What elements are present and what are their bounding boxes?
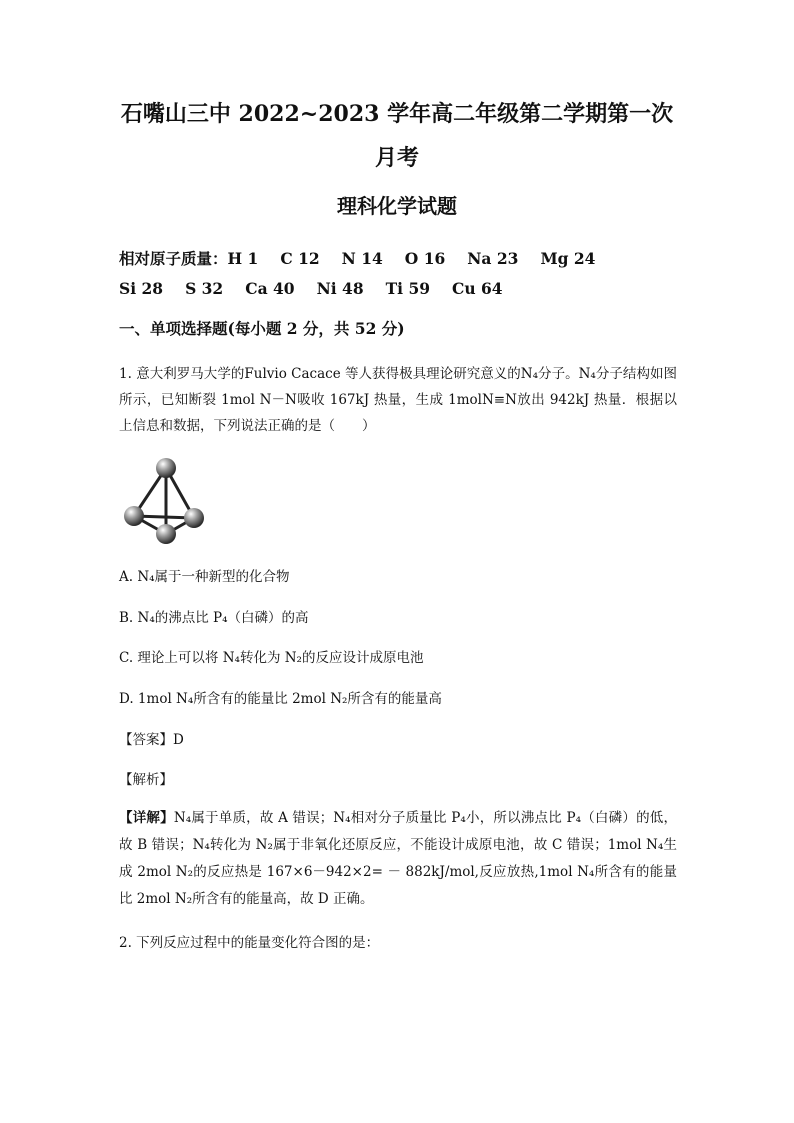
detail-explanation — [119, 805, 677, 913]
option-a: A. N₄属于一种新型的化合物 — [119, 569, 290, 585]
section-heading: 一、单项选择题(每小题 2 分，共 52 分) — [119, 319, 405, 338]
atomic-mass-item: Ca 40 — [245, 279, 295, 298]
answer-label: 【答案】 — [119, 732, 173, 748]
atomic-mass-item: N 14 — [341, 249, 383, 268]
atomic-mass-item: Si 28 — [119, 279, 164, 298]
option-c: C. 理论上可以将 N₄转化为 N₂的反应设计成原电池 — [119, 650, 424, 666]
atomic-mass-item: C 12 — [280, 249, 320, 268]
detail-text: N₄属于单质，故 A 错误；N₄相对分子质量比 P₄小，所以沸点比 P₄（白磷）的低，故 B 错误；N₄转化为 N₂属于非氧化还原反应，不能设计成原电池，故 C 错误；1mol N₄生成 2mol N₂的反应热是 167×6－942×2= － 882kJ/mol,反应放热,1mol N₄所含有的能量比 2mol N₂所含有的能量高，故 D 正确。 — [119, 810, 678, 907]
analysis-label: 【解析】 — [119, 772, 173, 788]
n-atom — [156, 458, 176, 478]
atomic-masses-label: 相对原子质量： — [119, 249, 228, 268]
atomic-mass-item: Cu 64 — [452, 279, 503, 298]
answer-line — [119, 728, 184, 748]
exam-subtitle: 理科化学试题 — [337, 194, 457, 218]
atomic-mass-item: O 16 — [404, 249, 446, 268]
n-atom — [156, 524, 176, 544]
option-b: B. N₄的沸点比 P₄（白磷）的高 — [119, 610, 309, 626]
atomic-mass-item: Mg 24 — [540, 249, 596, 268]
atomic-mass-item: Na 23 — [467, 249, 519, 268]
atomic-mass-item: Ti 59 — [385, 279, 431, 298]
question-1-stem: 1. 意大利罗马大学的Fulvio Cacace 等人获得极具理论研究意义的N₄分子。N₄分子结构如图所示，已知断裂 1mol N－N吸收 167kJ 热量，生成 1molN≡N放出 942kJ 热量．根据以上信息和数据，下列说法正确的是（ ） — [119, 366, 677, 434]
exam-title: 石嘴山三中 2022~2023 学年高二年级第二学期第一次月考 — [120, 101, 674, 171]
answer-value: D — [173, 732, 184, 748]
n-atom — [184, 508, 204, 528]
atomic-mass-item: H 1 — [227, 249, 259, 268]
atomic-masses — [119, 244, 679, 304]
atomic-mass-item: S 32 — [185, 279, 224, 298]
n4-molecule-figure — [118, 456, 208, 548]
detail-label: 【详解】 — [119, 810, 174, 826]
n-atom — [124, 506, 144, 526]
question-2-stem: 2. 下列反应过程中的能量变化符合图的是： — [119, 935, 380, 951]
option-d: D. 1mol N₄所含有的能量比 2mol N₂所含有的能量高 — [119, 691, 442, 707]
atomic-mass-item: Ni 48 — [316, 279, 364, 298]
n4-bonds — [134, 468, 194, 534]
